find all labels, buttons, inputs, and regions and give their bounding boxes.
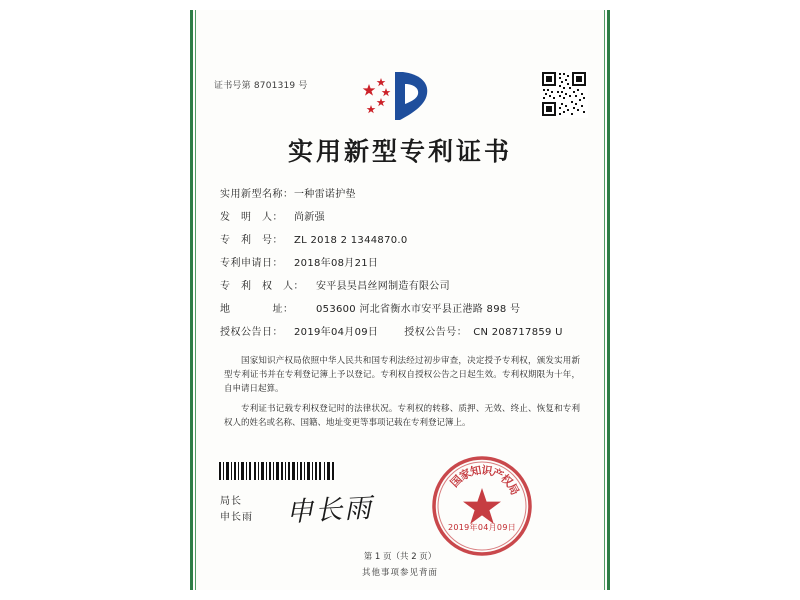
field-label: 专 利 权 人：	[220, 281, 304, 292]
svg-text:产: 产	[489, 465, 506, 483]
page-title: 实用新型专利证书	[287, 137, 512, 166]
handwritten-signature: 申长雨	[285, 492, 374, 529]
certificate-number: 证书号第 8701319 号	[214, 81, 308, 91]
barcode	[218, 462, 336, 480]
qr-code-icon	[540, 70, 588, 118]
svg-text:权: 权	[498, 471, 516, 489]
field-label: 专 利 号：	[220, 235, 283, 246]
svg-text:识: 识	[480, 463, 494, 479]
official-seal	[430, 454, 534, 558]
field-label: 地 址：	[220, 304, 294, 315]
field-value: 053600 河北省衡水市安平县正港路 898 号	[316, 304, 521, 315]
seal-date: 2019年04月09日	[447, 523, 517, 532]
svg-text:国: 国	[447, 472, 465, 490]
field-list	[220, 188, 580, 349]
svg-text:知: 知	[469, 463, 483, 479]
field-row-application-date	[220, 257, 580, 271]
field-label-secondary: 授权公告号：	[404, 327, 468, 338]
field-label: 授权公告日：	[220, 327, 283, 338]
field-value: 安平县昊昌丝网制造有限公司	[316, 281, 450, 292]
field-row-utility-model-name	[220, 188, 580, 202]
patent-certificate	[190, 10, 610, 590]
cnipa-emblem-icon	[357, 68, 443, 126]
field-row-patent-number	[220, 234, 580, 248]
signature-role-label: 局长	[220, 496, 242, 507]
page-number: 第 1 页（共 2 页）	[363, 552, 437, 562]
field-label: 实用新型名称：	[220, 189, 294, 200]
field-value-secondary: CN 208717859 U	[473, 327, 563, 338]
field-label: 发 明 人：	[220, 212, 283, 223]
field-row-address	[220, 303, 580, 317]
field-value: 2019年04月09日	[294, 327, 379, 338]
field-value: 一种雷诺护垫	[294, 189, 356, 200]
legal-text	[224, 354, 580, 436]
signature-block	[220, 494, 253, 526]
svg-text:局: 局	[505, 481, 522, 498]
signature-name-label: 申长雨	[220, 512, 253, 523]
footer-note: 其他事项参见背面	[361, 568, 438, 578]
field-label: 专利申请日：	[220, 258, 283, 269]
field-row-inventor	[220, 211, 580, 225]
field-value: ZL 2018 2 1344870.0	[294, 235, 408, 246]
field-value: 2018年08月21日	[294, 258, 379, 269]
field-row-patentee	[220, 280, 580, 294]
svg-text:家: 家	[457, 466, 474, 483]
legal-paragraph-1: 国家知识产权局依照中华人民共和国专利法经过初步审查，决定授予专利权，颁发实用新型专利证书并在专利登记簿上予以登记。专利权自授权公告之日起生效。专利权期限为十年，自申请日起算。	[224, 356, 580, 394]
legal-paragraph-2: 专利证书记载专利权登记时的法律状况。专利权的转移、质押、无效、终止、恢复和专利权人的姓名或名称、国籍、地址变更等事项记载在专利登记簿上。	[224, 404, 580, 428]
field-row-grant-announcement	[220, 326, 580, 340]
field-value: 尚新强	[294, 212, 325, 223]
